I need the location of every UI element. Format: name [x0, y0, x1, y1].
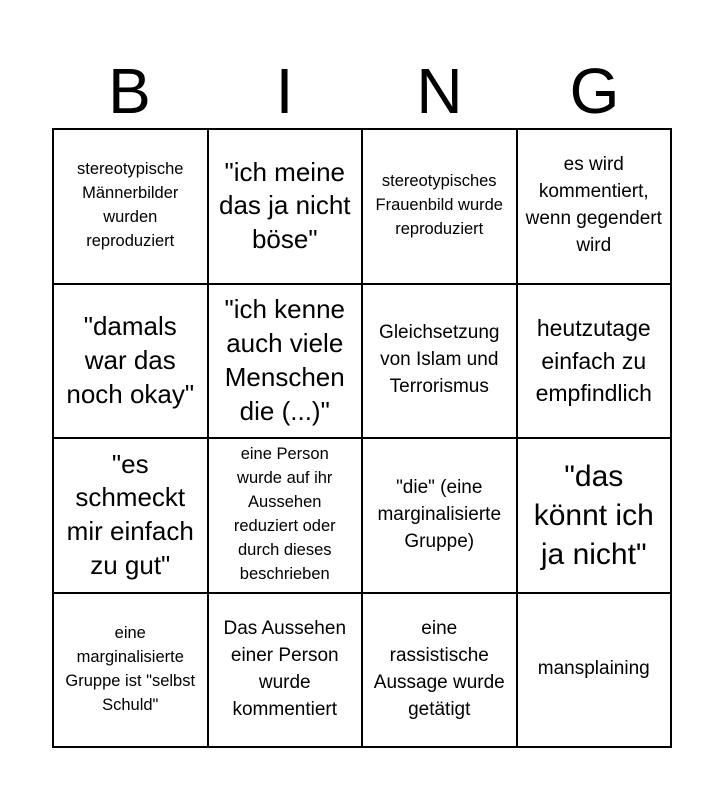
bingo-cell[interactable] — [54, 439, 209, 594]
cell-text: stereotypisches Frauenbild wurde reproduziert — [375, 172, 503, 239]
bingo-cell[interactable] — [209, 439, 364, 594]
bingo-cell[interactable] — [54, 130, 209, 285]
cell-text: eine marginalisierte Gruppe ist "selbst Schuld" — [65, 623, 196, 714]
cell-text: stereotypische Männerbilder wurden reproduziert — [77, 160, 184, 251]
cell-text: "damals war das noch okay" — [66, 311, 195, 409]
header-letter-g: G — [569, 55, 620, 127]
bingo-cell[interactable] — [363, 285, 518, 440]
cell-text: "es schmeckt mir einfach zu gut" — [66, 448, 194, 581]
bingo-cell[interactable] — [518, 439, 673, 594]
bingo-cell[interactable] — [363, 130, 518, 285]
bingo-cell[interactable] — [54, 285, 209, 440]
cell-text: mansplaining — [537, 658, 650, 680]
bingo-cell[interactable] — [54, 594, 209, 749]
cell-text: "die" (eine marginalisierte Gruppe) — [377, 476, 502, 552]
cell-text: heutzutage einfach zu empfindlich — [535, 315, 652, 406]
cell-text: "das könnt ich ja nicht" — [533, 459, 654, 571]
header-letter-n: N — [416, 55, 463, 127]
cell-text: Gleichsetzung von Islam und Terrorismus — [379, 322, 500, 398]
bingo-cell[interactable] — [209, 594, 364, 749]
cell-text: Das Aussehen einer Person wurde kommentiert — [223, 617, 347, 720]
cell-text: "ich meine das ja nicht böse" — [218, 156, 351, 255]
bingo-cell[interactable] — [209, 285, 364, 440]
bingo-cell[interactable] — [518, 130, 673, 285]
header-letter-i: I — [275, 55, 294, 127]
bingo-grid — [52, 128, 672, 748]
bingo-cell[interactable] — [363, 594, 518, 749]
cell-text: "ich kenne auch viele Menschen die (...)" — [224, 294, 346, 426]
bingo-header — [52, 55, 672, 127]
cell-text: eine Person wurde auf ihr Aussehen reduziert oder durch dieses beschrieben — [233, 445, 336, 584]
header-letter-b: B — [108, 55, 151, 127]
cell-text: es wird kommentiert, wenn gegendert wird — [525, 154, 662, 257]
bingo-cell[interactable] — [518, 285, 673, 440]
bingo-cell[interactable] — [363, 439, 518, 594]
cell-text: eine rassistische Aussage wurde getätigt — [373, 617, 505, 720]
bingo-cell[interactable] — [209, 130, 364, 285]
bingo-cell[interactable] — [518, 594, 673, 749]
